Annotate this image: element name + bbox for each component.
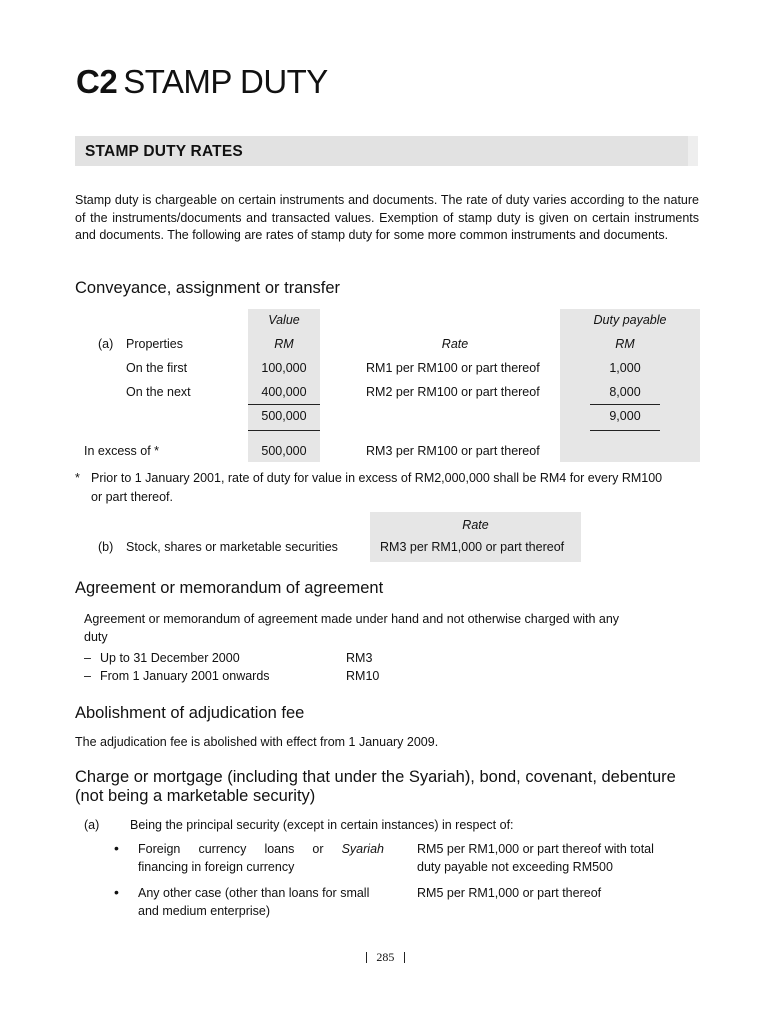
agreement-item-label: Up to 31 December 2000 xyxy=(100,651,240,665)
agreement-item-value: RM10 xyxy=(346,669,380,683)
rate-column-header: Rate xyxy=(441,337,469,351)
item-b-text: Stock, shares or marketable securities xyxy=(126,540,338,554)
value-total-underline xyxy=(248,430,320,431)
row-rate: RM2 per RM100 or part thereof xyxy=(366,385,540,399)
conveyance-heading: Conveyance, assignment or transfer xyxy=(75,279,341,297)
bullet1-word: currency xyxy=(198,842,247,856)
row-label: On the first xyxy=(126,361,188,375)
charge-heading-line1: Charge or mortgage (including that under the Syariah), bond, covenant, debenture xyxy=(75,768,676,786)
value-unit: RM xyxy=(274,337,294,351)
value-column-header: Value xyxy=(268,313,300,327)
item-b-label: (b) xyxy=(98,540,114,554)
item-a-text: Properties xyxy=(126,337,183,351)
value-total-rule xyxy=(248,404,320,405)
agreement-dash: – xyxy=(84,651,91,665)
row-duty: 1,000 xyxy=(609,361,641,375)
row-value: 400,000 xyxy=(261,385,307,399)
chapter-title: STAMP DUTY xyxy=(123,63,328,100)
row-rate: RM1 per RM100 or part thereof xyxy=(366,361,540,375)
agreement-dash: – xyxy=(84,669,91,683)
bullet1-word: Foreign xyxy=(138,842,181,856)
footnote-line2: or part thereof. xyxy=(91,490,173,504)
bullet1-word: loans xyxy=(264,842,295,856)
section-title: STAMP DUTY RATES xyxy=(85,143,243,160)
footnote-mark: * xyxy=(75,471,80,485)
bullet1-italic-word: Syariah xyxy=(341,842,384,856)
adjudication-heading: Abolishment of adjudication fee xyxy=(75,704,305,722)
page-title xyxy=(76,62,328,102)
total-duty: 9,000 xyxy=(609,409,641,423)
duty-total-underline xyxy=(590,430,660,431)
total-value: 500,000 xyxy=(261,409,307,423)
chapter-code: C2 xyxy=(76,63,118,100)
excess-label: In excess of * xyxy=(84,444,160,458)
duty-total-rule xyxy=(590,404,660,405)
duty-column-header: Duty payable xyxy=(593,313,667,327)
row-duty: 8,000 xyxy=(609,385,641,399)
bullet2-line1: Any other case (other than loans for small xyxy=(138,886,370,900)
intro-paragraph: Stamp duty is chargeable on certain instruments and documents. The rate of duty varies according to the nature of the instruments/documents and transacted values. Exemption of stamp duty is given on certain instruments and documents. The following are rates of stamp duty for some more common instruments and documents. xyxy=(75,193,699,242)
bullet2-line2: and medium enterprise) xyxy=(138,904,271,918)
row-label: On the next xyxy=(126,385,191,399)
duty-unit: RM xyxy=(615,337,635,351)
bullet1-line1 xyxy=(138,842,384,856)
bullet1-line2: financing in foreign currency xyxy=(138,860,295,874)
agreement-text-line2: duty xyxy=(84,630,108,644)
bullet1-rate-line1: RM5 per RM1,000 or part thereof with total xyxy=(417,842,654,856)
page-number: 285 xyxy=(376,950,395,964)
agreement-item-label: From 1 January 2001 onwards xyxy=(100,669,270,683)
footnote-line1: Prior to 1 January 2001, rate of duty for value in excess of RM2,000,000 shall be RM4 for every RM100 xyxy=(91,471,663,485)
agreement-heading: Agreement or memorandum of agreement xyxy=(75,579,384,597)
bullet1-word: or xyxy=(312,842,324,856)
bullet-icon: • xyxy=(114,840,119,856)
section-header xyxy=(75,136,698,166)
bullet-icon: • xyxy=(114,884,119,900)
excess-value: 500,000 xyxy=(261,444,307,458)
charge-a-label: (a) xyxy=(84,818,100,832)
page-number-box xyxy=(366,950,405,965)
row-value: 100,000 xyxy=(261,361,307,375)
bullet2-rate: RM5 per RM1,000 or part thereof xyxy=(417,886,602,900)
excess-rate: RM3 per RM100 or part thereof xyxy=(366,444,540,458)
agreement-text-line1: Agreement or memorandum of agreement made under hand and not otherwise charged with any xyxy=(84,612,620,626)
item-a-label: (a) xyxy=(98,337,114,351)
b-rate-header: Rate xyxy=(462,518,489,532)
adjudication-text: The adjudication fee is abolished with effect from 1 January 2009. xyxy=(75,735,439,749)
bullet1-rate-line2: duty payable not exceeding RM500 xyxy=(417,860,613,874)
item-b-rate: RM3 per RM1,000 or part thereof xyxy=(380,540,565,554)
charge-a-text: Being the principal security (except in certain instances) in respect of: xyxy=(130,818,514,832)
agreement-item-value: RM3 xyxy=(346,651,373,665)
charge-heading-line2: (not being a marketable security) xyxy=(75,787,316,805)
